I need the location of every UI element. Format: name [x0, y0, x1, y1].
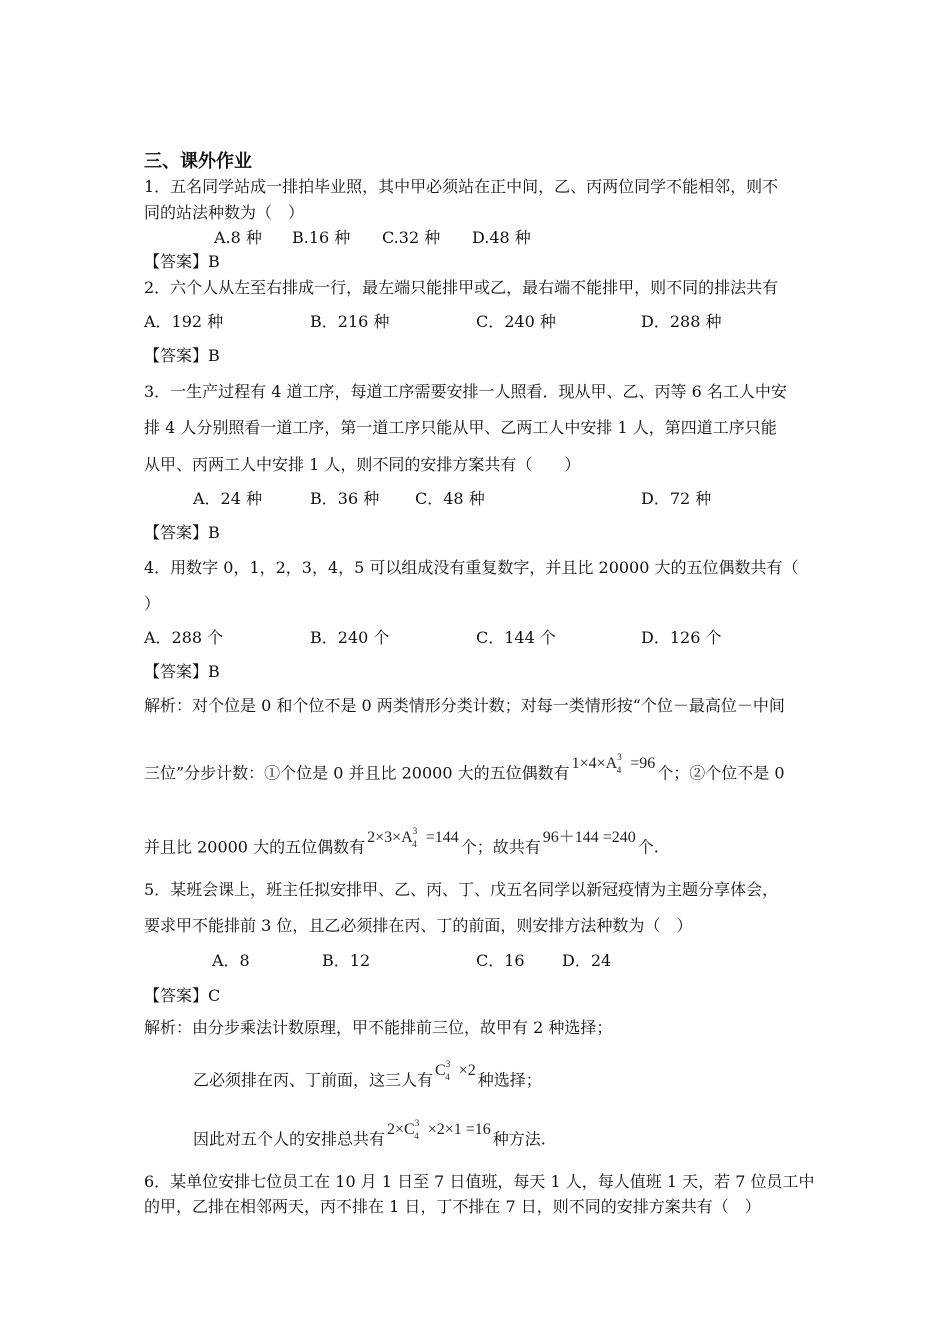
q5-line1: 5．某班会课上，班主任拟安排甲、乙、丙、丁、戊五名同学以新冠疫情为主题分享体会， [144, 880, 779, 899]
q3-line1: 3．一生产过程有 4 道工序，每道工序需要安排一人照看．现从甲、乙、丙等 6 名工人中安 [144, 382, 787, 401]
q2-option-c: C．240 种 [476, 312, 556, 331]
formula-text: ×2 [454, 1062, 476, 1080]
q5-answer: 【答案】C [144, 986, 221, 1005]
formula-text: 2×C [387, 1121, 415, 1139]
q5-analysis-text: 因此对五个人的安排总共有 [193, 1129, 386, 1149]
q5-analysis-line2 [193, 1059, 542, 1097]
q4-option-a: A．288 个 [144, 628, 224, 647]
q4-formula-1 [571, 752, 656, 775]
q4-formula-2 [367, 826, 459, 849]
q5-option-b: B．12 [322, 951, 371, 970]
q5-option-c: C．16 [476, 951, 525, 970]
q1-option-d: D.48 种 [472, 228, 531, 247]
formula-text: C [435, 1062, 446, 1080]
formula-text: =96 [626, 755, 656, 773]
formula-text: 2×3×A [367, 829, 413, 847]
q3-option-d: D．72 种 [641, 489, 712, 508]
q1-option-c: C.32 种 [382, 228, 441, 247]
q6-line1: 6．某单位安排七位员工在 10 月 1 日至 7 日值班，每天 1 人，每人值班 1 天，若 7 位员工中 [144, 1172, 815, 1191]
q5-analysis-text: 种选择； [477, 1070, 542, 1090]
q2-option-a: A．192 种 [144, 312, 224, 331]
q5-analysis-line1: 解析：由分步乘法计数原理，甲不能排前三位，故甲有 2 种选择； [144, 1018, 613, 1037]
q1-option-b: B.16 种 [292, 228, 351, 247]
q4-analysis-line3 [144, 826, 659, 864]
section-title: 三、课外作业 [144, 151, 252, 172]
formula-subscript: 4 [414, 1130, 419, 1141]
formula-superscript: 3 [412, 826, 418, 836]
q5-option-d: D．24 [562, 951, 612, 970]
formula-text: 1×4×A [571, 755, 618, 773]
q4-option-d: D．126 个 [641, 628, 722, 647]
formula-subscript: 4 [616, 764, 622, 775]
q4-analysis-text: 三位”分步计数：①个位是 0 并且比 20000 大的五位偶数有 [144, 763, 570, 783]
q1-line2: 同的站法种数为（ ） [144, 203, 305, 222]
q4-analysis-line1: 解析：对个位是 0 和个位不是 0 两类情形分类计数；对每一类情形按“个位－最高位－中间 [144, 696, 785, 715]
formula-superscript: 3 [617, 752, 622, 762]
q5-analysis-line3 [193, 1118, 546, 1156]
q1-option-a: A.8 种 [214, 228, 262, 247]
q5-analysis-text: 乙必须排在丙、丁前面，这三人有 [193, 1070, 434, 1090]
q5-option-a: A．8 [212, 951, 250, 970]
q3-line3: 从甲、丙两工人中安排 1 人，则不同的安排方案共有（ ） [144, 455, 581, 474]
q4-analysis-text: 个. [637, 837, 659, 857]
formula-text: ×2×1 =16 [423, 1121, 491, 1139]
q2-line1: 2．六个人从左至右排成一行，最左端只能排甲或乙，最右端不能排甲，则不同的排法共有 [144, 278, 779, 297]
q6-line2: 的甲，乙排在相邻两天，丙不排在 1 日，丁不排在 7 日，则不同的安排方案共有（ ） [144, 1197, 761, 1216]
formula-text: =144 [421, 829, 459, 847]
q2-option-d: D．288 种 [641, 312, 722, 331]
q4-analysis-text: 个；故共有 [460, 837, 541, 857]
q5-analysis-text: 种方法. [492, 1129, 546, 1149]
q4-line1: 4．用数字 0，1，2，3，4，5 可以组成没有重复数字，并且比 20000 大的五位偶数共有（ [144, 558, 799, 577]
q4-formula-3: 96＋144 =240 [542, 829, 636, 847]
formula-subscript: 4 [445, 1071, 450, 1082]
q4-option-c: C．144 个 [476, 628, 556, 647]
q5-formula-2 [387, 1118, 491, 1141]
q1-answer: 【答案】B [144, 252, 220, 271]
formula-superscript: 3 [414, 1118, 420, 1128]
q3-answer: 【答案】B [144, 523, 220, 542]
q4-answer: 【答案】B [144, 662, 220, 681]
q2-answer: 【答案】B [144, 346, 220, 365]
q5-formula-1 [435, 1059, 476, 1082]
q4-analysis-text: 个；②个位不是 0 [657, 763, 785, 783]
q4-option-b: B．240 个 [310, 628, 390, 647]
formula-subscript: 4 [412, 838, 417, 849]
q3-option-c: C．48 种 [415, 489, 485, 508]
q5-line2: 要求甲不能排前 3 位，且乙必须排在丙、丁的前面，则安排方法种数为（ ） [144, 916, 693, 935]
q4-analysis-line2 [144, 752, 785, 790]
formula-superscript: 3 [445, 1059, 451, 1069]
q4-analysis-text: 并且比 20000 大的五位偶数有 [144, 837, 366, 857]
q3-option-b: B．36 种 [310, 489, 380, 508]
q4-line2: ） [144, 594, 161, 613]
q2-option-b: B．216 种 [310, 312, 390, 331]
q1-line1: 1．五名同学站成一排拍毕业照，其中甲必须站在正中间，乙、丙两位同学不能相邻，则不 [144, 177, 779, 196]
q3-line2: 排 4 人分别照看一道工序，第一道工序只能从甲、乙两工人中安排 1 人，第四道工序只能 [144, 418, 777, 437]
q3-option-a: A．24 种 [193, 489, 263, 508]
